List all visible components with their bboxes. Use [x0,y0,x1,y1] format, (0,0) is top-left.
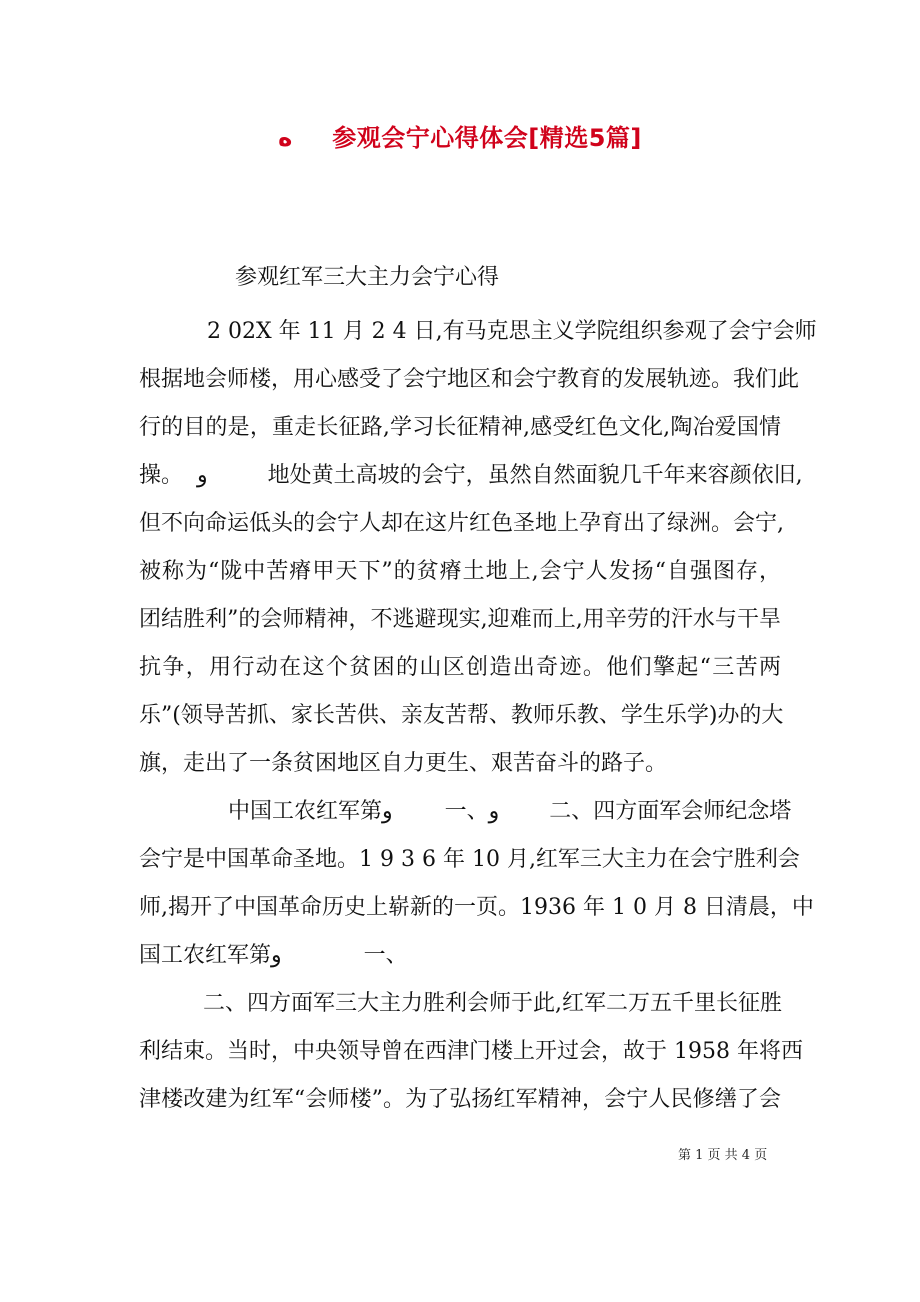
paragraph-line: 二、四方面军三大主力胜利会师于此,红军二万五千里长征胜 [203,991,782,1016]
title-mark: ه [278,124,293,152]
paragraph-line: 乐”(领导苦抓、家长苦供、亲友苦帮、教师乐教、学生乐学)办的大 [139,703,784,728]
paragraph-line: 但不向命运低头的会宁人却在这片红色圣地上孕育出了绿洲。会宁, [139,511,784,536]
paragraph-line: 2 02X 年 11 月 2 4 日,有马克思主义学院组织参观了会宁会师 [207,319,817,344]
section-heading: 参观红军三大主力会宁心得 [235,265,500,290]
paragraph-line: 被称为“陇中苦瘠甲天下”的贫瘠土地上,会宁人发扬“自强图存， [139,559,781,584]
document-title [0,118,920,153]
line-text: 一、 [363,943,408,968]
paragraph-line: 利结束。当时，中央领导曾在西津门楼上开过会，故于 1958 年将西 [139,1039,803,1064]
line-text: 中国工农红军第 [228,799,383,824]
paragraph-line: 师,揭开了中国革命历史上崭新的一页。1936 年 1 0 月 8 日清晨，中 [139,895,814,920]
paragraph-line: 津楼改建为红军“会师楼”。为了弘扬红军精神，会宁人民修缮了会 [139,1087,781,1112]
paragraph-line: 抗争，用行动在这个贫困的山区创造出奇迹。他们擎起“三苦两 [139,655,781,680]
line-text: 一、 [444,799,489,824]
line-text: 国工农红军第 [139,943,272,968]
line-mark: و [382,799,393,824]
line-mark: و [488,799,500,824]
page-number: 第 1 页 共 4 页 [678,1148,768,1163]
paragraph-line [228,800,791,824]
paragraph-line: 行的目的是，重走长征路,学习长征精神,感受红色文化,陶冶爱国情 [139,415,781,440]
paragraph-line [139,944,408,968]
line-mark: و [271,943,282,968]
paragraph-line: 旗，走出了一条贫困地区自力更生、艰苦奋斗的路子。 [139,751,668,776]
line-text: 二、四方面军会师纪念塔 [549,799,792,824]
paragraph-line [139,463,803,488]
paragraph-line: 会宁是中国革命圣地。1 9 3 6 年 10 月,红军三大主力在会宁胜利会 [139,847,800,872]
paragraph-line: 根据地会师楼，用心感受了会宁地区和会宁教育的发展轨迹。我们此 [139,367,800,392]
title-text: 参观会宁心得体会[精选5篇] [332,124,642,152]
line-mark: و [197,463,208,488]
paragraph-line: 团结胜利”的会师精神，不逃避现实,迎难而上,用辛劳的汗水与干旱 [139,607,781,632]
line-lead: 操。 [139,463,184,488]
line-text: 地处黄土高坡的会宁，虽然自然面貌几千年来容颜依旧, [267,463,803,488]
